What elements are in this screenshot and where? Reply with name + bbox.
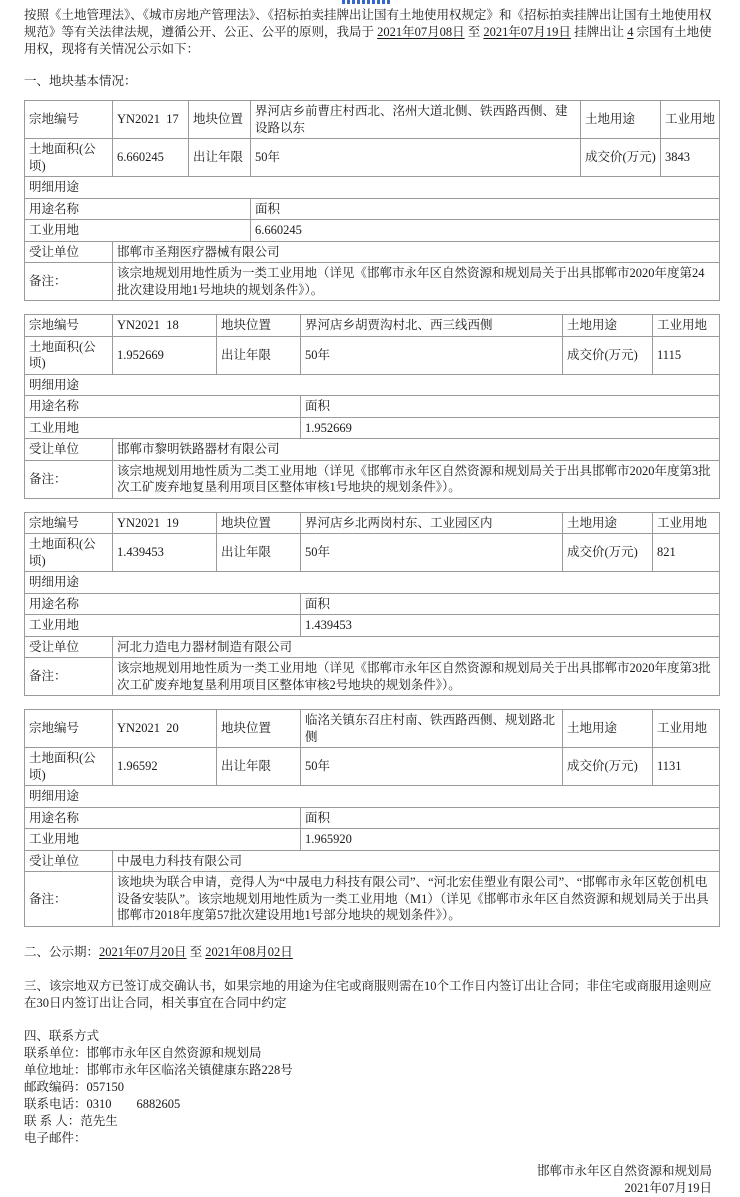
parcel-land-use: 工业用地 bbox=[653, 710, 720, 748]
parcel-id: YN2021 18 bbox=[113, 315, 217, 337]
contact-phone-label: 联系电话： bbox=[24, 1096, 87, 1111]
intro-text-3: 宗国有土地使用权，现将有关情况公示如下： bbox=[24, 25, 712, 56]
label-land-use: 土地用途 bbox=[563, 315, 653, 337]
parcel-transferee: 河北力造电力器材制造有限公司 bbox=[113, 636, 720, 658]
label-remark: 备注： bbox=[25, 872, 113, 927]
signature-org: 邯郸市永年区自然资源和规划局 bbox=[536, 1163, 712, 1178]
label-parcel-id: 宗地编号 bbox=[25, 101, 113, 139]
parcel-price: 1115 bbox=[653, 336, 720, 374]
parcel-table-2 bbox=[24, 314, 720, 499]
table-row bbox=[25, 748, 720, 786]
label-area: 土地面积(公顷) bbox=[25, 336, 113, 374]
parcel-use-name: 工业用地 bbox=[25, 829, 301, 851]
label-parcel-id: 宗地编号 bbox=[25, 512, 113, 534]
table-row bbox=[25, 374, 720, 396]
table-row bbox=[25, 512, 720, 534]
label-remark: 备注： bbox=[25, 658, 113, 696]
table-row bbox=[25, 829, 720, 851]
label-transferee: 受让单位 bbox=[25, 241, 113, 263]
label-transferee: 受让单位 bbox=[25, 439, 113, 461]
table-row bbox=[25, 315, 720, 337]
intro-paragraph bbox=[24, 7, 720, 58]
table-row bbox=[25, 572, 720, 594]
table-row bbox=[25, 593, 720, 615]
label-term: 出让年限 bbox=[217, 534, 301, 572]
parcel-use-area: 6.660245 bbox=[251, 220, 720, 242]
contact-phone-line bbox=[24, 1096, 720, 1113]
label-area-column: 面积 bbox=[251, 198, 720, 220]
table-row bbox=[25, 263, 720, 301]
label-transferee: 受让单位 bbox=[25, 850, 113, 872]
table-row bbox=[25, 786, 720, 808]
contact-unit-label: 联系单位： bbox=[24, 1045, 87, 1060]
contact-person-value: 范先生 bbox=[80, 1113, 118, 1128]
label-detail-use: 明细用途 bbox=[25, 572, 720, 594]
label-area-column: 面积 bbox=[301, 593, 720, 615]
contact-address-value: 邯郸市永年区临洺关镇健康东路228号 bbox=[86, 1062, 293, 1077]
signature-block bbox=[24, 1163, 720, 1197]
signature-date: 2021年07月19日 bbox=[624, 1180, 712, 1195]
table-row bbox=[25, 807, 720, 829]
parcel-table-1 bbox=[24, 100, 720, 301]
contact-unit-line bbox=[24, 1045, 720, 1062]
label-use-name: 用途名称 bbox=[25, 198, 251, 220]
table-row bbox=[25, 460, 720, 498]
period-start-date: 2021年07月20日 bbox=[99, 944, 187, 959]
parcel-remark: 该地块为联合申请，竞得人为“中晟电力科技有限公司”、“河北宏佳塑业有限公司”、“邯郸市永年区乾创机电设备安装队”。该宗地规划用地性质为一类工业用地（M1）（详见《邯郸市永年区自然资源和规划局关于出具邯郸市2018年度第57批次建设用地1号部分地块的规划条件》）。 bbox=[113, 872, 720, 927]
parcel-remark: 该宗地规划用地性质为一类工业用地（详见《邯郸市永年区自然资源和规划局关于出具邯郸市2020年度第24批次建设用地1号地块的规划条件》）。 bbox=[113, 263, 720, 301]
period-separator: 至 bbox=[186, 944, 206, 959]
parcel-area: 1.952669 bbox=[113, 336, 217, 374]
label-area: 土地面积(公顷) bbox=[25, 748, 113, 786]
label-remark: 备注： bbox=[25, 460, 113, 498]
label-parcel-id: 宗地编号 bbox=[25, 315, 113, 337]
label-use-name: 用途名称 bbox=[25, 396, 301, 418]
table-row bbox=[25, 396, 720, 418]
listing-end-date: 2021年07月19日 bbox=[483, 25, 571, 39]
period-prefix: 二、公示期： bbox=[24, 944, 100, 959]
table-row bbox=[25, 177, 720, 199]
parcel-table-4 bbox=[24, 709, 720, 927]
label-area: 土地面积(公顷) bbox=[25, 534, 113, 572]
table-row bbox=[25, 636, 720, 658]
contact-email-line bbox=[24, 1130, 720, 1147]
parcel-term: 50年 bbox=[301, 534, 563, 572]
parcel-price: 1131 bbox=[653, 748, 720, 786]
parcel-location: 临洺关镇东召庄村南、铁西路西侧、规划路北侧 bbox=[301, 710, 563, 748]
parcel-term: 50年 bbox=[301, 748, 563, 786]
label-remark: 备注： bbox=[25, 263, 113, 301]
parcel-transferee: 邯郸市黎明铁路器材有限公司 bbox=[113, 439, 720, 461]
label-use-name: 用途名称 bbox=[25, 593, 301, 615]
label-price: 成交价(万元) bbox=[563, 748, 653, 786]
section3-paragraph: 三、该宗地双方已签订成交确认书，如果宗地的用途为住宅或商服则需在10个工作日内签订出让合同；非住宅或商服用途则应在30日内签订出让合同，相关事宜在合同中约定 bbox=[24, 978, 712, 1010]
parcel-location: 界河店乡胡贾沟村北、西三线西侧 bbox=[301, 315, 563, 337]
table-row bbox=[25, 850, 720, 872]
parcel-use-name: 工业用地 bbox=[25, 615, 301, 637]
label-location: 地块位置 bbox=[217, 315, 301, 337]
contact-postcode-line bbox=[24, 1079, 720, 1096]
section1-title: 一、地块基本情况： bbox=[24, 74, 137, 88]
parcel-transferee: 中晟电力科技有限公司 bbox=[113, 850, 720, 872]
parcel-table-3 bbox=[24, 512, 720, 697]
table-row bbox=[25, 139, 720, 177]
label-use-name: 用途名称 bbox=[25, 807, 301, 829]
contact-section bbox=[24, 1028, 720, 1147]
parcel-term: 50年 bbox=[301, 336, 563, 374]
contact-phone-value: 0310 6882605 bbox=[86, 1096, 181, 1111]
label-location: 地块位置 bbox=[189, 101, 251, 139]
label-land-use: 土地用途 bbox=[581, 101, 661, 139]
contact-person-label: 联 系 人： bbox=[24, 1113, 81, 1128]
parcel-location: 界河店乡前曹庄村西北、洺州大道北侧、铁西路西侧、建设路以东 bbox=[251, 101, 581, 139]
table-row bbox=[25, 417, 720, 439]
parcel-id: YN2021 20 bbox=[113, 710, 217, 748]
table-row bbox=[25, 198, 720, 220]
parcel-use-area: 1.965920 bbox=[301, 829, 720, 851]
table-row bbox=[25, 439, 720, 461]
table-row bbox=[25, 534, 720, 572]
label-term: 出让年限 bbox=[217, 336, 301, 374]
clipped-link-artifact[interactable] bbox=[342, 0, 392, 4]
parcel-land-use: 工业用地 bbox=[653, 315, 720, 337]
label-land-use: 土地用途 bbox=[563, 710, 653, 748]
contact-postcode-value: 057150 bbox=[86, 1079, 125, 1094]
parcel-id: YN2021 19 bbox=[113, 512, 217, 534]
parcel-land-use: 工业用地 bbox=[661, 101, 720, 139]
label-area-column: 面积 bbox=[301, 807, 720, 829]
parcel-remark: 该宗地规划用地性质为二类工业用地（详见《邯郸市永年区自然资源和规划局关于出具邯郸市2020年度第3批次工矿废弃地复垦利用项目区整体审核1号地块的规划条件》）。 bbox=[113, 460, 720, 498]
parcel-use-name: 工业用地 bbox=[25, 220, 251, 242]
parcel-area: 1.439453 bbox=[113, 534, 217, 572]
table-row bbox=[25, 710, 720, 748]
parcel-price: 3843 bbox=[661, 139, 720, 177]
table-row bbox=[25, 336, 720, 374]
contact-person-line bbox=[24, 1113, 720, 1130]
label-price: 成交价(万元) bbox=[581, 139, 661, 177]
table-row bbox=[25, 872, 720, 927]
listing-start-date: 2021年07月08日 bbox=[377, 25, 465, 39]
contact-address-line bbox=[24, 1062, 720, 1079]
intro-text-2: 挂牌出让 bbox=[570, 25, 628, 39]
parcel-area: 1.96592 bbox=[113, 748, 217, 786]
period-end-date: 2021年08月02日 bbox=[205, 944, 293, 959]
label-location: 地块位置 bbox=[217, 512, 301, 534]
label-detail-use: 明细用途 bbox=[25, 374, 720, 396]
parcel-term: 50年 bbox=[251, 139, 581, 177]
intro-text-1: 按照《土地管理法》、《城市房地产管理法》、《招标拍卖挂牌出让国有土地使用权规定》和《招标拍卖挂牌出让国有土地使用权规范》等有关法律法规，遵循公开、公正、公平的原则，我局于 bbox=[24, 8, 712, 39]
contact-postcode-label: 邮政编码： bbox=[24, 1079, 87, 1094]
table-row bbox=[25, 241, 720, 263]
parcel-remark: 该宗地规划用地性质为一类工业用地（详见《邯郸市永年区自然资源和规划局关于出具邯郸市2020年度第3批次工矿废弃地复垦利用项目区整体审核2号地块的规划条件》）。 bbox=[113, 658, 720, 696]
section4-title: 四、联系方式 bbox=[24, 1028, 100, 1043]
intro-separator-1: 至 bbox=[464, 25, 484, 39]
label-area: 土地面积(公顷) bbox=[25, 139, 113, 177]
contact-address-label: 单位地址： bbox=[24, 1062, 87, 1077]
parcel-transferee: 邯郸市圣翔医疗器械有限公司 bbox=[113, 241, 720, 263]
label-transferee: 受让单位 bbox=[25, 636, 113, 658]
parcel-use-area: 1.439453 bbox=[301, 615, 720, 637]
parcel-id: YN2021 17 bbox=[113, 101, 189, 139]
parcel-count: 4 bbox=[627, 25, 634, 39]
label-price: 成交价(万元) bbox=[563, 336, 653, 374]
label-detail-use: 明细用途 bbox=[25, 786, 720, 808]
publicity-period bbox=[24, 944, 720, 961]
label-detail-use: 明细用途 bbox=[25, 177, 720, 199]
parcel-land-use: 工业用地 bbox=[653, 512, 720, 534]
table-row bbox=[25, 615, 720, 637]
parcel-use-name: 工业用地 bbox=[25, 417, 301, 439]
label-land-use: 土地用途 bbox=[563, 512, 653, 534]
parcel-price: 821 bbox=[653, 534, 720, 572]
table-row bbox=[25, 101, 720, 139]
contact-unit-value: 邯郸市永年区自然资源和规划局 bbox=[86, 1045, 262, 1060]
contact-email-label: 电子邮件： bbox=[24, 1130, 87, 1145]
label-term: 出让年限 bbox=[189, 139, 251, 177]
label-area-column: 面积 bbox=[301, 396, 720, 418]
label-parcel-id: 宗地编号 bbox=[25, 710, 113, 748]
parcel-area: 6.660245 bbox=[113, 139, 189, 177]
label-price: 成交价(万元) bbox=[563, 534, 653, 572]
parcel-use-area: 1.952669 bbox=[301, 417, 720, 439]
label-location: 地块位置 bbox=[217, 710, 301, 748]
parcel-location: 界河店乡北两岗村东、工业园区内 bbox=[301, 512, 563, 534]
table-row bbox=[25, 658, 720, 696]
label-term: 出让年限 bbox=[217, 748, 301, 786]
table-row bbox=[25, 220, 720, 242]
